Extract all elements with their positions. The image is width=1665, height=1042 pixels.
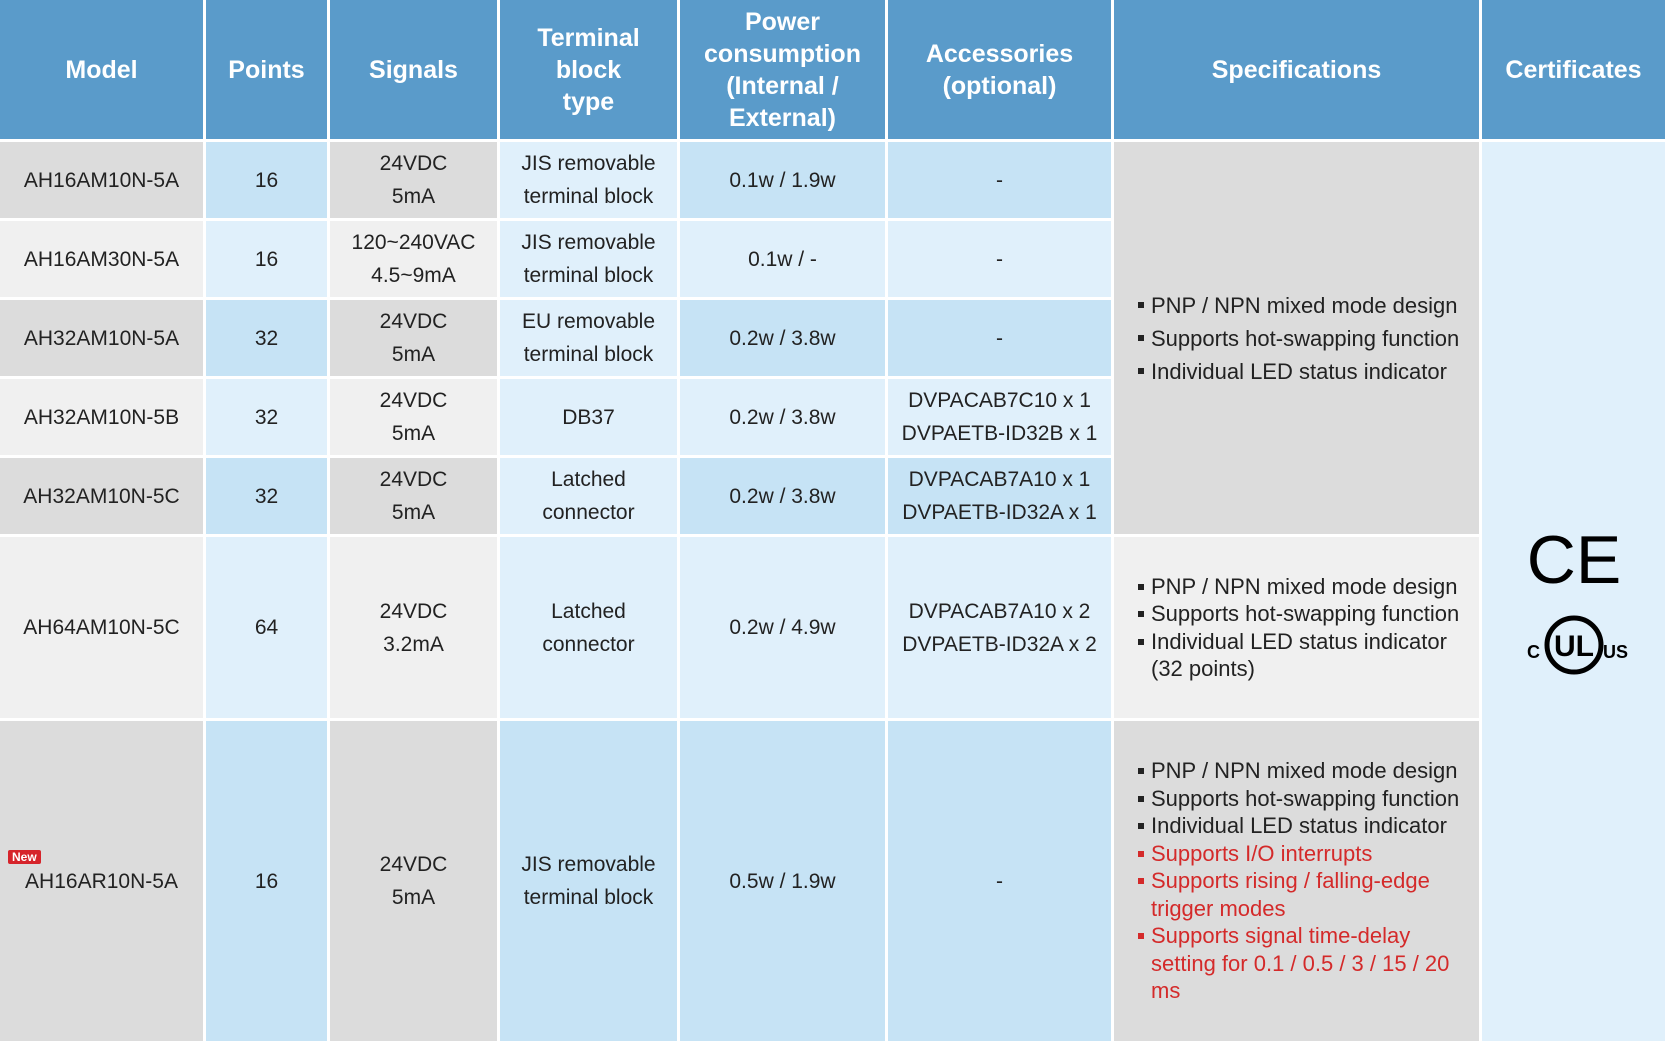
points-value: 32	[254, 484, 279, 508]
model-name: AH16AM30N-5A	[23, 247, 180, 271]
cell-lines	[996, 243, 1003, 276]
spec-list	[1138, 757, 1469, 1005]
new-badge: New	[8, 850, 41, 864]
points-value: 16	[254, 869, 279, 893]
power-value: 0.2w / 3.8w	[729, 484, 836, 508]
model-name: AH32AM10N-5C	[23, 484, 180, 508]
model-cell	[0, 142, 203, 218]
cell-line: Latched	[551, 468, 626, 491]
points-value: 32	[254, 326, 279, 350]
ul-center-text: UL	[1553, 629, 1594, 663]
cell-line: External)	[729, 103, 836, 132]
cell-line: DB37	[562, 405, 615, 429]
cell-lines	[996, 865, 1003, 898]
cell-lines	[352, 226, 476, 292]
cell-line: Power	[744, 7, 821, 36]
cell-line: 24VDC	[379, 853, 448, 876]
cell-line: DVPAETB-ID32A x 1	[902, 501, 1097, 524]
cell-line: JIS removable	[521, 152, 656, 175]
cell-line: connector	[542, 501, 635, 524]
cell-line: DVPAETB-ID32B x 1	[901, 422, 1098, 445]
header-accessories	[888, 0, 1111, 139]
cell-line: 5mA	[391, 501, 436, 524]
cell-lines	[521, 147, 655, 213]
spec-item: Individual LED status indicator	[1138, 812, 1469, 840]
cell-line: DVPAETB-ID32A x 2	[902, 632, 1097, 656]
points-value: 16	[254, 247, 279, 271]
header-label: Points	[228, 55, 305, 84]
spec-item: PNP / NPN mixed mode design	[1138, 289, 1459, 322]
terminal-cell	[500, 300, 677, 376]
header-power-consumption	[680, 0, 885, 139]
header-certificates	[1482, 0, 1665, 139]
cell-line: DVPACAB7A10 x 2	[908, 599, 1091, 623]
points-value: 64	[254, 616, 279, 639]
power-cell	[680, 221, 885, 297]
signals-cell	[330, 300, 497, 376]
power-value: 0.1w / 1.9w	[729, 168, 836, 192]
cell-line: DVPACAB7C10 x 1	[908, 389, 1091, 412]
terminal-cell	[500, 142, 677, 218]
accessories-cell	[888, 221, 1111, 297]
cell-line: type	[562, 87, 615, 116]
cell-line: EU removable	[521, 310, 656, 333]
cell-line: Terminal	[537, 23, 640, 52]
accessories-cell	[888, 379, 1111, 455]
spec-group-3	[1114, 721, 1479, 1041]
signals-cell	[330, 721, 497, 1041]
cell-line: 5mA	[391, 886, 436, 909]
cell-line: terminal block	[523, 264, 654, 287]
cell-line: connector	[542, 632, 635, 656]
cell-lines	[380, 463, 448, 529]
ce-mark-text: CE	[1526, 521, 1621, 598]
signals-cell	[330, 458, 497, 534]
cell-line: (Internal /	[726, 71, 839, 100]
cell-line: 24VDC	[379, 468, 448, 491]
cell-line: 24VDC	[379, 389, 448, 412]
power-cell	[680, 458, 885, 534]
cell-line: 3.2mA	[383, 632, 444, 656]
spec-list	[1138, 573, 1469, 683]
cell-line: terminal block	[523, 886, 654, 909]
header-terminal-block-type	[500, 0, 677, 139]
cell-line: -	[996, 247, 1003, 271]
header-signals	[330, 0, 497, 139]
power-value: 0.1w / -	[748, 247, 817, 271]
cell-lines	[522, 305, 655, 371]
cell-line: 120~240VAC	[351, 231, 476, 254]
model-name: AH32AM10N-5B	[23, 405, 180, 429]
points-cell	[206, 300, 327, 376]
spec-item-highlight: Supports rising / falling-edge trigger modes	[1138, 867, 1469, 922]
model-name: AH16AR10N-5A	[25, 869, 178, 893]
cell-lines	[902, 384, 1098, 450]
ul-us-text: US	[1602, 641, 1628, 662]
spec-item: Supports hot-swapping function	[1138, 785, 1469, 813]
cell-line: 4.5~9mA	[371, 264, 456, 287]
spec-list	[1138, 289, 1459, 388]
power-cell	[680, 537, 885, 718]
model-cell	[0, 537, 203, 718]
model-name: AH32AM10N-5A	[23, 326, 180, 350]
cell-line: (optional)	[942, 71, 1057, 100]
cell-line: Latched	[551, 599, 626, 623]
cell-line: block	[555, 55, 622, 84]
accessories-cell	[888, 142, 1111, 218]
cell-lines	[380, 595, 448, 661]
cell-line: 24VDC	[379, 152, 448, 175]
spec-item: Supports hot-swapping function	[1138, 600, 1469, 628]
cell-line: 24VDC	[379, 310, 448, 333]
header-label: Certificates	[1505, 55, 1642, 84]
spec-group-1	[1114, 142, 1479, 534]
model-name: AH16AM10N-5A	[23, 168, 180, 192]
accessories-cell	[888, 300, 1111, 376]
cell-lines	[902, 595, 1097, 661]
cell-line: JIS removable	[521, 853, 656, 876]
signals-cell	[330, 379, 497, 455]
cell-lines	[537, 22, 639, 118]
cell-line: 5mA	[391, 343, 436, 366]
points-cell	[206, 379, 327, 455]
header-label: Model	[65, 55, 138, 84]
terminal-cell	[500, 458, 677, 534]
header-model	[0, 0, 203, 139]
cell-line: 5mA	[391, 422, 436, 445]
cell-line: -	[996, 168, 1003, 192]
model-cell	[0, 221, 203, 297]
accessories-cell	[888, 721, 1111, 1041]
header-specifications	[1114, 0, 1479, 139]
power-value: 0.2w / 3.8w	[729, 405, 836, 429]
cell-line: terminal block	[523, 343, 654, 366]
power-value: 0.2w / 3.8w	[729, 326, 836, 350]
model-cell	[0, 721, 203, 1041]
power-cell	[680, 142, 885, 218]
spec-group-2	[1114, 537, 1479, 718]
cell-lines	[902, 463, 1097, 529]
cell-line: terminal block	[523, 185, 654, 208]
points-cell	[206, 142, 327, 218]
cell-lines	[562, 401, 615, 434]
terminal-cell	[500, 537, 677, 718]
cell-line: -	[996, 326, 1003, 350]
spec-item-highlight: Supports I/O interrupts	[1138, 840, 1469, 868]
points-value: 32	[254, 405, 279, 429]
points-cell	[206, 458, 327, 534]
terminal-cell	[500, 721, 677, 1041]
power-value: 0.2w / 4.9w	[729, 616, 836, 639]
ul-mark-icon	[1519, 613, 1629, 677]
cell-lines	[521, 226, 655, 292]
power-cell	[680, 379, 885, 455]
cell-lines	[521, 848, 655, 914]
points-cell	[206, 537, 327, 718]
spec-item: Supports hot-swapping function	[1138, 322, 1459, 355]
terminal-cell	[500, 379, 677, 455]
cell-line: 24VDC	[379, 599, 448, 623]
model-cell	[0, 458, 203, 534]
spec-item: Individual LED status indicator (32 points)	[1138, 628, 1469, 683]
power-cell	[680, 300, 885, 376]
accessories-cell	[888, 458, 1111, 534]
cell-lines	[926, 38, 1073, 102]
spec-item: PNP / NPN mixed mode design	[1138, 757, 1469, 785]
cell-lines	[380, 147, 448, 213]
cell-lines	[704, 6, 861, 134]
cell-lines	[380, 384, 448, 450]
header-label: Specifications	[1211, 55, 1382, 84]
cell-lines	[996, 322, 1003, 355]
points-value: 16	[254, 168, 279, 192]
spec-item-highlight: Supports signal time-delay setting for 0.1 / 0.5 / 3 / 15 / 20 ms	[1138, 922, 1469, 1005]
cell-lines	[542, 595, 634, 661]
cell-line: consumption	[704, 39, 861, 68]
cell-line: Accessories	[925, 39, 1074, 68]
cell-lines	[996, 164, 1003, 197]
ul-c-text: C	[1526, 641, 1540, 662]
points-cell	[206, 221, 327, 297]
cell-line: 5mA	[391, 185, 436, 208]
cell-line: JIS removable	[521, 231, 656, 254]
terminal-cell	[500, 221, 677, 297]
power-cell	[680, 721, 885, 1041]
signals-cell	[330, 537, 497, 718]
accessories-cell	[888, 537, 1111, 718]
spec-item: Individual LED status indicator	[1138, 355, 1459, 388]
signals-cell	[330, 221, 497, 297]
model-name: AH64AM10N-5C	[23, 616, 180, 639]
cell-lines	[542, 463, 634, 529]
model-cell	[0, 300, 203, 376]
signals-cell	[330, 142, 497, 218]
points-cell	[206, 721, 327, 1041]
cell-lines	[380, 305, 448, 371]
spec-item: PNP / NPN mixed mode design	[1138, 573, 1469, 601]
cell-lines	[380, 848, 448, 914]
cell-line: -	[996, 869, 1003, 893]
header-points	[206, 0, 327, 139]
certificates-cell	[1482, 142, 1665, 1041]
ce-mark-icon	[1526, 521, 1621, 598]
power-value: 0.5w / 1.9w	[729, 869, 836, 893]
model-cell	[0, 379, 203, 455]
header-label: Signals	[369, 55, 458, 84]
cell-line: DVPACAB7A10 x 1	[908, 468, 1091, 491]
